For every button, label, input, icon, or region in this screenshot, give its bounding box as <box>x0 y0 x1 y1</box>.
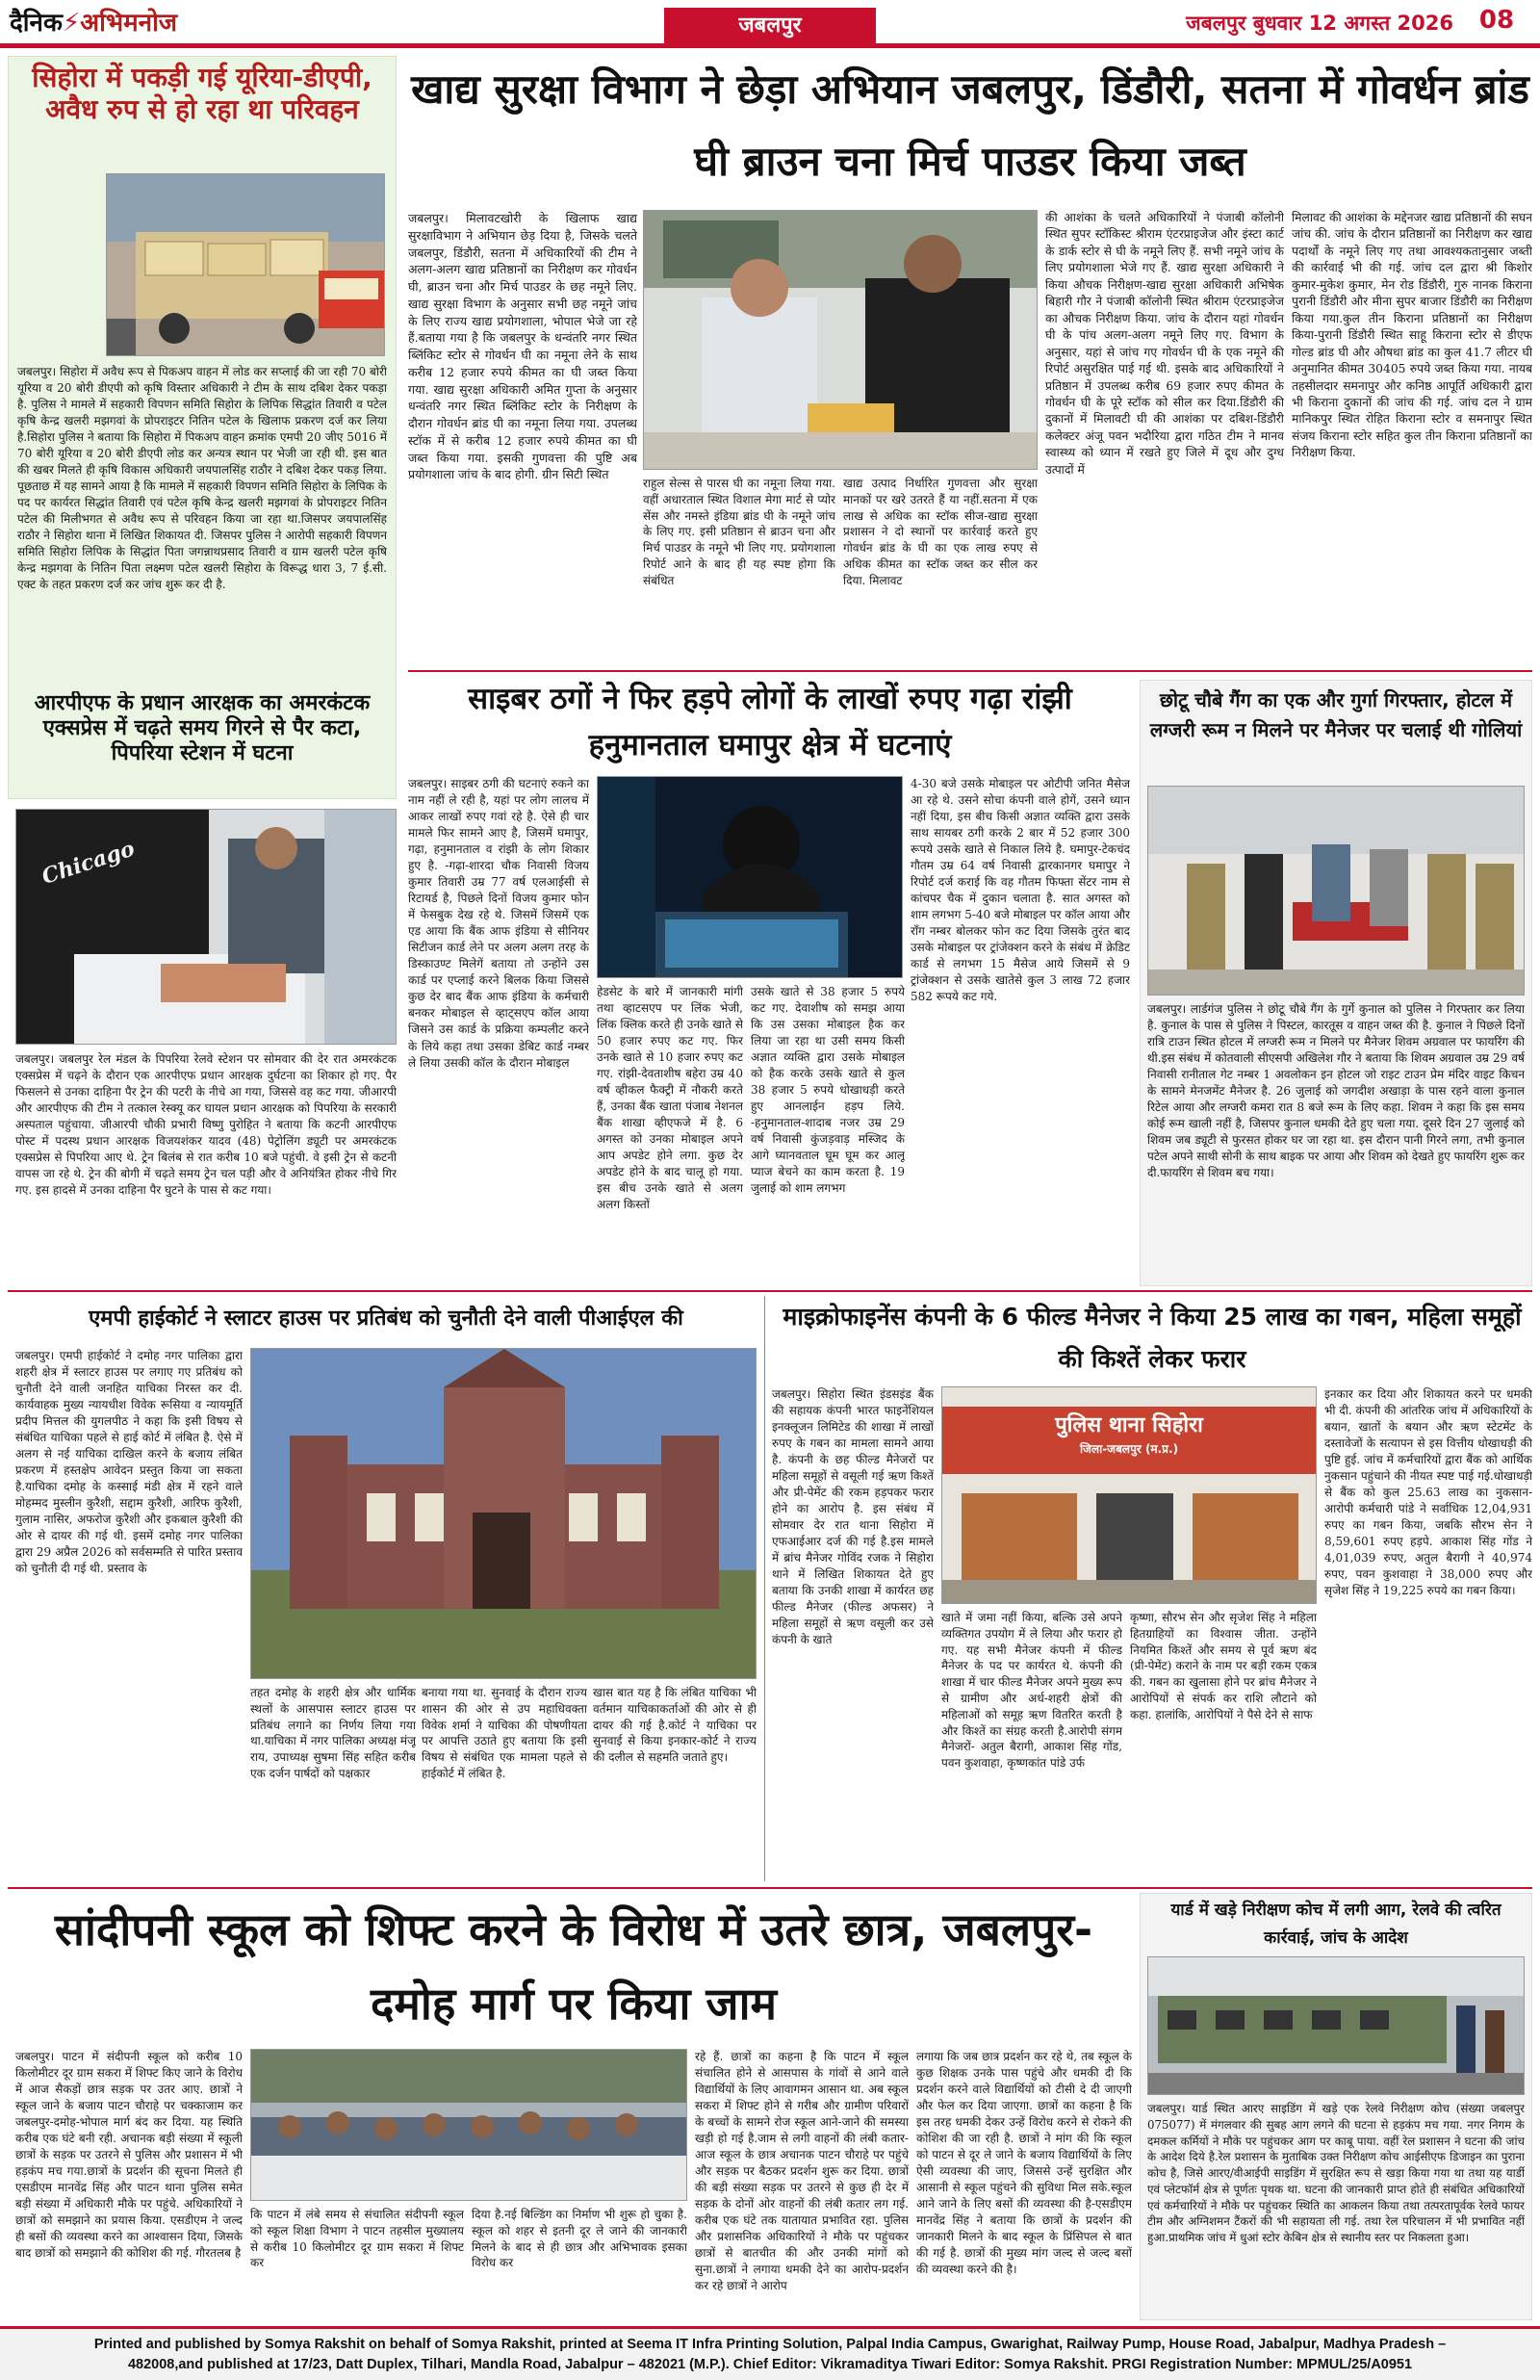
gang-headline: छोटू चौबे गैंग का एक और गुर्गा गिरफ्तार, होटल में लग्जरी रूम न मिलने पर मैनेजर पर चलाई थी गोलियां <box>1149 688 1523 741</box>
city-label: जबलपुर <box>664 8 876 44</box>
hacker-laptop-photo <box>598 777 903 978</box>
yard-photo <box>1147 1956 1525 2095</box>
yard-headline: यार्ड में खड़े निरीक्षण कोच में लगी आग, रेलवे की त्वरित कार्रवाई, जांच के आदेश <box>1170 1901 1502 1948</box>
highcourt-body: जबलपुर। एमपी हाईकोर्ट ने दमोह नगर पालिका द्वारा शहरी क्षेत्र में स्लाटर हाउस पर लगाए गए प्रतिबंध को चुनौती देने वाली जनहित याचिका निरस्त कर दी. कार्यवाहक मुख्य न्यायधीश विवेक रूसिया व न्यायमूर्ति प्रदीप मित्तल की युगलपीठ ने कहा कि इसी विषय से संबंधित याचिका पहले से हाई कोर्ट में लंबित है. ऐसे में अलग से नई याचिका दाखिल करने के बजाय लंबित प्रकरण में हस्तक्षेप आवेदन प्रस्तुत किया जा सकता है.याचिका दमोह के कस्साई मंडी क्षेत्र में रहने वाले मोहम्मद मुस्लीन कुरैशी, सद्दाम कुरैशी, आरिफ कुरैशी, गुलाम नासिर, अफरोज कुरैशी और इकबाल कुरैशी की ओर से दायर की गई थी. इसमें दमोह नगर पालिका द्वारा 29 अप्रैल 2026 को सर्वसम्मति से पारित प्रस्ताव को चुनौती दी गई थी. प्रस्ताव के <box>15 1349 243 1576</box>
highcourt-caption1: तहत दमोह के शहरी क्षेत्र और धार्मिक स्थलों के आसपास स्लाटर हाउस पर प्रतिबंध लगाने का निर्णय लिया गया था.याचिका में नगर पालिका अध्यक्ष मंजू राय, उपाध्यक्ष सुषमा सिंह सहित करीब एक दर्जन पार्षदों को पक्षकार <box>250 1686 416 1780</box>
sandipani-col1: जबलपुर। पाटन में संदीपनी स्कूल को करीब 10 किलोमीटर दूर ग्राम सकरा में शिफ्ट किए जाने के विरोध में आज सैकड़ों छात्र सड़क पर उतर आए. छात्रों ने स्कूल जाने के बजाय पाटन चौराहे पर चक्काजाम कर जबलपुर-दमोह-भोपाल मार्ग बंद कर दिया. यह स्थिति करीब एक घंटे बनी रही. अचानक बड़ी संख्या में स्कूली छात्रों के सड़क पर उतरने से पुलिस और प्रशासन में भी हड़कंप मच गया.छात्रों के प्रदर्शन की सूचना मिलते ही एसडीएम मानवेंद्र सिंह और पाटन थाना पुलिस समेत बड़ी संख्या में अधिकारी मौके पर पहुंचे. अधिकारियों ने छात्रों को समझाने का प्रयास किया. एसडीएम ने जल्द ही बसों की व्यवस्था करने का आश्वासन दिया, जिसके बाद छात्रों को समझाने की कोशिश की गई. गौरतलब है <box>15 2050 243 2261</box>
sandipani-col2: रहे हैं. छात्रों का कहना है कि पाटन में स्कूल संचालित होने से आसपास के गांवों से आने वाले विद्यार्थियों के लिए आवागमन आसान था. अब स्कूल सकरा में शिफ्ट होने से गरीब और ग्रामीण परिवारों के बच्चों के सामने रोज स्कूल आने-जाने की समस्या खड़ी हो गई है.जाम से लगी वाहनों की लंबी कतार-आज स्कूल के छात्र अचानक पाटन चौराहे पर पहुंचे और सड़क पर बैठकर प्रदर्शन शुरू कर दिया. छात्रों की बड़ी संख्या सड़क पर उतरने से कुछ ही देर में सड़क के दोनों ओर वाहनों की लंबी कतार लग गई. करीब एक घंटे तक यातायात प्रभावित रहा. पुलिस और प्रशासनिक अधिकारियों ने मौके पर पहुंचकर छात्रों से बातचीत की और उनकी मांगों को सुना.छात्रों ने लगाया धमकी देने का आरोप-प्रदर्शन कर रहे छात्रों ने आरोप <box>695 2050 909 2293</box>
station-sign-subtext: जिला-जबलपुर (म.प्र.) <box>1079 1442 1179 1456</box>
lead-headline: खाद्य सुरक्षा विभाग ने छेड़ा अभियान जबलपुर, डिंडौरी, सतना में गोवर्धन ब्रांड घी ब्राउन चना मिर्च पाउडर किया जब्त <box>411 65 1529 185</box>
gang-body: जबलपुर। लार्डगंज पुलिस ने छोटू चौबे गैंग के गुर्गे कुनाल को पुलिस ने गिरफ्तार कर लिया है. कुनाल के पास से पुलिस ने पिस्टल, कारतूस व वाहन जब्त की है. कुनाल ने पिछले दिनों रात्रि टाउन स्थित होटल में लग्जरी रूम न मिलने पर मैनेजर शिवम अग्रवाल पर फायरिंग की थी.इस संबंध में कोतवाली सीएसपी अखिलेश गौर ने बताया कि शिवम अग्रवाल उम्र 29 वर्ष निवासी रानीताल गेट नम्बर 1 अवलोकन इन होटल जो राइट टाउन प्रेम मंदिर वाइट किचन के सामने मेनजमेंट मैनेजर है. 26 जुलाई को जगदीश अखाड़ा के पास रहने वाला कुनाल रिटेल आया और लग्जरी कमरा रात 8 बजे रूम के लिए कहा. शिवम ने कहा कि इस समय कोई रूम खाली नहीं है, जिसपर कुनाल धमकी देते हुए चला गया. दूसरे दिन 27 जुलाई को शिवम जब ड्यूटी से फुरसत होकर घर जा रहा था. इस दौरान पानी गिरने लगा, तभी कुनाल पटेल अपने साथी सोनी के साथ बाइक पर आया और शिवम को देखते हुए फायरिंग शुरू कर दी.फायरिंग से शिवम बच गया। <box>1147 1002 1525 1180</box>
sandipani-caption2: दिया है.नई बिल्डिंग का निर्माण भी शुरू हो चुका है. स्कूल को शहर से इतनी दूर ले जाने की जानकारी मिलने के बाद से ही छात्र और अभिभावक इसका विरोध कर <box>472 2208 687 2270</box>
lead-col4: मिलावट की आशंका के मद्देनजर खाद्य प्रतिष्ठानों की सघन जांच की. जांच के दौरान प्रतिष्ठानों का निरीक्षण कर खाद्य पदार्थों के नमूने लिए गए तथा आवश्यकतानुसार जब्ती की कार्रवाई भी की गई. जांच दल द्वारा श्री किशोर कुमार-मुकेश कुमार, मेन रोड डिंडौरी, गुरु नानक किराना पुरानी डिंडौरी और मीना सुपर बाजार डिंडौरी का निरीक्षण किया गया.कुल तीन किराना प्रतिष्ठानों का निरीक्षण किया-पुरानी डिंडौरी स्थित साहू किराना स्टोर से डीएफ गोल्ड ब्रांड घी और औषधा ब्रांड का कुल 41.7 लीटर घी अनुमानित कीमत 30405 रुपये जब्त किया गया. नायब तहसीलदार समनापुर और कनिष्ठ आपूर्ति अधिकारी द्वारा भी किराना दुकानों की जांच की गई. जांच दल ने ग्राम मानिकपुर स्थित रोहित किराना स्टोर व समनापुर स्थित संजय किराना स्टोर सहित कुल तीन किराना प्रतिष्ठानों का निरीक्षण किया. <box>1292 211 1532 460</box>
sihora-body: जबलपुर। सिहोरा में अवैध रूप से पिकअप वाहन में लोड कर सप्लाई की जा रही 70 बोरी यूरिया व 20 बोरी डीएपी को कृषि विस्तार अधिकारी ने टीम के साथ दबिश देकर पकड़ा है. पुलिस ने मामले में सहकारी विपणन समिति सिहोरा के लिपिक सिद्धांत तिवारी व पटेल कृषि केन्द्र खलरी मझगवां के प्रोपराइटर नितिन पटेल के खिलाफ प्रकरण दर्ज कर लिया है.सिहोरा पुलिस ने बताया कि सिहोरा में पिकअप वाहन क्रमांक एमपी 20 जीए 5016 में 70 बोरी यूरिया व 20 बोरी डीएपी लोड कर अन्यत्र स्थान पर भेजी जा रही थी. इस बात की खबर मिलते ही कृषि विकास अधिकारी जयपालसिंह राठौर ने दबिश देकर पकड़ लिया. पूछताछ में यह सामने आया है कि मामले में सहकारी विपणन समिति सिहोरा के लिपिक के पद पर कार्यरत सिद्धांत तिवारी एवं पटेल कृषि केन्द्र खलरी मझगवां के प्रोपराइटर नितिन पटेल की मिलीभगत से अवैध रूप से परिवहन किया जा रहा था.जिसपर जयपालसिंह राठौर ने सिहोरा थाना में लिखित शिकायत दी. जिसपर पुलिस ने आरोपी सहकारी विपणन समिति सिहोरा लिपिक के सिद्धांत पिता जगन्नाथप्रसाद तिवारी व ग्राम खलरी पटेल कृषि केन्द्र मझगवा के नितिन पिता लक्ष्मण पटेल खलरी सिहोरा के विरूद्ध धारा 3, 7 ई.सी. एक्ट के तहत प्रकरण दर्ज कर जांच शुरू कर दी है. <box>17 365 387 592</box>
imprint-line-1: Printed and published by Somya Rakshit on behalf of Somya Rakshit, printed at Seema IT Infra Printing Solution, Palpal India Campus, Gwarighat, Railway Pump, House Road, Jabalpur, Madhya Pradesh – <box>93 2337 1447 2352</box>
lead-photo <box>643 210 1038 470</box>
sihora-headline: सिहोरा में पकड़ी गई यूरिया-डीएपी, अवैध रुप से हो रहा था परिवहन <box>32 62 372 126</box>
gang-photo <box>1147 786 1525 996</box>
logo-text-left: दैनिक <box>10 9 63 38</box>
lead-col1: जबलपुर। मिलावटखोरी के खिलाफ खाद्य सुरक्षाविभाग ने अभियान छेड़ दिया है, जिसके चलते जबलपुर, डिंडौरी, सतना में अधिकारियों की टीम ने अलग-अलग खाद्य प्रतिष्ठानों का निरीक्षण कर गोवर्धन घी, ब्राउन चना और मिर्च पाउडर के छह नमूने लिए. खाद्य सुरक्षा विभाग के अनुसार सभी छह नमूने जांच के लिए राज्य खाद्य प्रयोगशाला, भोपाल भेजे जा रहे हैं.बताया गया है कि जबलपुर के धन्वंतरि नगर स्थित ब्लिंकिट स्टोर से गोवर्धन घी का नमूना लेने के साथ करीब 12 हजार रुपये कीमत का घी जब्त किया गया. खाद्य सुरक्षा अधिकारी अमित गुप्ता के अनुसार धन्वंतरि नगर स्थित ब्लिंकिट स्टोर के निरीक्षण के दौरान गोवर्धन ब्रांड घी का नमूना लिया गया. उपलब्ध स्टॉक में से करीब 12 हजार रुपये कीमत का घी जब्त किया गया. इसकी गुणवत्ता की पुष्टि अब प्रयोगशाला जांच के बाद होगी. ग्रीन सिटी स्थित <box>408 211 637 482</box>
highcourt-photo <box>250 1348 757 1679</box>
microfinance-col4: इनकार कर दिया और शिकायत करने पर धमकी भी दी. कंपनी की आंतरिक जांच में अधिकारियों के बयान, खातों के बयान और ऋण स्टेटमेंट के दस्तावेजों के सत्यापन से इस वित्तीय धोखाधड़ी की पुष्टि हुई. जांच में कर्मचारियों द्वारा बैंक को आर्थिक नुकसान पहुंचाने की नीयत स्पष्ट पाई गई.धोखाधड़ी से बैंक को कुल 25.63 लाख का नुकसान-आरोपी कर्मचारी पांडे ने सर्वाधिक 12,04,931 रुपए का गबन किया, जबकि सौरभ सेन ने 8,59,601 रुपए हड़पे. आकाश सिंह गोंड ने 4,01,039 रुपए, अतुल बैरागी ने 40,974 रुपए, पवन कुशवाहा ने 38,000 रुपए और सृजेश सिंह ने 19,225 रुपये का गबन किया। <box>1324 1387 1532 1598</box>
railway-coach-photo <box>1148 1957 1525 2095</box>
microfinance-headline: माइक्रोफाइनेंस कंपनी के 6 फील्ड मैनेजर ने किया 25 लाख का गबन, महिला समूहों की किश्तें लेकर फरार <box>783 1303 1522 1373</box>
yard-body: जबलपुर। यार्ड स्थित आरए साइडिंग में खड़े एक रेलवे निरीक्षण कोच (संख्या जबलपुर 075077) में मंगलवार की सुबह आग लगने की घटना से हड़कंप मच गया. नगर निगम के दमकल कर्मियों ने मौके पर पहुंचकर आग पर काबू पाया. वहीं रेल प्रशासन ने घटना की जांच के आदेश दिये है.रेल प्रशासन के मुताबिक उक्त निरीक्षण कोच आईसीएफ डिजाइन का पुराना कोच है, जिसे आरए/वीआईपी साइडिंग में सुरक्षित रूप से खड़ा किया गया था तथा यह यार्डी एवं प्लेटफॉर्म क्षेत्र से पूर्णतः पृथक था. घटना की जानकारी प्राप्त होते ही संबंधित अधिकारियों एवं कर्मचारियों ने मौके पर पहुंचकर स्थिति का आकलन किया तथा तत्परतापूर्वक रेलवे फायर टीम और अग्निशमन टैंकरों की भी सहायता ली गई. तथा रेल परिचालन में भी प्रभावित नहीं हुआ.प्राथमिक जांच में धुआं स्टोर केबिन क्षेत्र से स्थानीय स्तर पर निकलता हुआ। <box>1147 2102 1525 2244</box>
sandipani-caption1: कि पाटन में लंबे समय से संचालित संदीपनी स्कूल को स्कूल शिक्षा विभाग ने पाटन तहसील मुख्यालय से करीब 10 किलोमीटर दूर ग्राम सकरा में शिफ्ट कर <box>250 2208 464 2270</box>
highcourt-headline: एमपी हाईकोर्ट ने स्लाटर हाउस पर प्रतिबंध को चुनौती देने वाली पीआईएल की <box>89 1306 683 1331</box>
microfinance-col2: खाते में जमा नहीं किया, बल्कि उसे अपने व्यक्तिगत उपयोग में ले लिया और फरार हो गए. यह सभी मैनेजर कंपनी में फील्ड मैनेजर के पद पर कार्यरत थे. कंपनी की शाखा में चार फील्ड मैनेजर अपने मुख्य रूप से ग्रामीण और अर्ध-शहरी क्षेत्रों की महिलाओं को समूह ऋण वितरित करती है और किश्तें का संग्रह करती है.आरोपी संगम मैनेजरों- अतुल बैरागी, आकाश सिंह गोंड, पवन कुशवाहा, कृष्णकांत पांडे उर्फ <box>941 1611 1122 1771</box>
logo-divider-icon: ⚡ <box>62 9 81 38</box>
imprint-line-2: 482008,and published at 17/23, Datt Duplex, Tilhari, Mandla Road, Jabalpur – 482021 (M.P.). Chief Editor: Vikramaditya Tiwari Editor: Somya Rakshit. PRGI Registration Number: MPMUL/25/A0951 <box>127 2357 1413 2373</box>
page-number: 08 <box>1478 6 1515 35</box>
cyber-col4: 4-30 बजे उसके मोबाइल पर ओटीपी जनित मैसेज आ रहे थे. उसने सोचा कंपनी वाले होगें, उसने ध्यान नहीं दिया, इस बीच किसी अज्ञात व्यक्ति द्वारा उसके साथ सायबर ठगी करके 2 बार में 52 हजार 300 रूपये उसके खाते से निकाल लिये है. घमापुर-टेकचंद गौतम उम्र 64 वर्ष निवासी द्वारकानगर घमापुर ने रिपोर्ट दर्ज कराई कि वह गौतम फिफ्ता सेंटर नाम से कांचपर चैक में दुकान चलाता है. सात अगस्त को शाम लगभग 5-40 बजे मोबाइल पर कॉल आया और राँग नम्बर बोलकर फोन कट दिया जिसके तुरंत बाद उसके मोबाइल पर ट्रांजेक्शन करने के संबंध में क्रेडिट कार्ड से लगभग 15 मैसेज आये जिसमें से 9 ट्रांजेक्शन से उसके खातेसे कुल 3 लाख 72 हजार 582 रूपये कट गये. <box>911 777 1130 1004</box>
highcourt-caption3: खास बात यह है कि लंबित याचिका भी वर्तमान याचिकाकर्ताओं की ओर से ही दायर की गई है.कोर्ट ने याचिका पर सुनवाई से किया इनकार-कोर्ट ने राज्य की दलील से सहमति जताते हुए। <box>593 1686 757 1765</box>
cyber-photo <box>597 776 903 978</box>
dateline: जबलपुर बुधवार 12 अगस्त 2026 <box>1186 12 1453 35</box>
rpf-body: जबलपुर। जबलपुर रेल मंडल के पिपरिया रेलवे स्टेशन पर सोमवार की देर रात अमरकंटक एक्सप्रेस में चढ़ने के दौरान एक आरपीएफ प्रधान आरक्षक दुर्घटना का शिकार हो गए. पैर फिसलने से उनका दाहिना पैर ट्रेन की पटरी के नीचे आ गया, जिससे वह कट गया. जीआरपी और आरपीएफ की टीम ने तत्काल रेस्क्यू कर घायल प्रधान आरक्षक को पिपरिया के सरकारी अस्पताल पहुंचाया. जीआरपी चौकी प्रभारी विष्णु पुरोहित ने बताया कि कटनी आरपीएफ पोस्ट में पदस्थ प्रधान आरक्षक विजयशंकर यादव (48) पेट्रोलिंग ड्यूटी पर अमरकंटक एक्सप्रेस से पिपरिया आए थे. ट्रेन बिलंब से रात करीब 10 बजे पहुंची. वे इसी ट्रेन से कटनी वापस जा रहे थे. ट्रेन की बोगी में चढ़ते समय ट्रेन चल पड़ी और वे अनियंत्रित होकर नीचे गिर गए. इस हादसे में उनका दाहिना पैर घुटने के पास से कट गया। <box>15 1052 397 1198</box>
lead-col3: की आशंका के चलते अधिकारियों ने पंजाबी कॉलोनी स्थित सुपर स्टॉकिस्ट श्रीराम एंटरप्राइजेज और इंस्टा कार्ट के डार्क स्टोर से घी के नमूने लिए हैं. सभी नमूने जांच के लिए प्रयोगशाला भेजे गए हैं. खाद्य सुरक्षा अधिकारी ने किया औचक निरीक्षण-खाद्य सुरक्षा अधिकारी अभिषेक बिहारी गौर ने पंजाबी कॉलोनी स्थित श्रीराम एंटरप्राइजेज का औचक निरीक्षण किया. जांच के दौरान यहां गोवर्धन घी के पांच अलग-अलग नमूने लिए गए. विभाग के अनुसार, यहां से जांच गए गोवर्धन घी के एक नमूने की रिपोर्ट असुरक्षित पाई गई थी. इसके बाद अधिकारियों ने प्रतिष्ठान में उपलब्ध करीब 69 हजार रुपए कीमत के गोवर्धन घी के पूरे स्टॉक को सील कर दिया.डिंडौरी की दुकानों में मिलावटी घी की आशंका पर दबिश-डिंडौरी कलेक्टर अंजू पवन भदौरिया द्वारा गठित टीम ने मानव स्वास्थ्य को ध्यान में रखते हुए जिले में दूध और दुग्ध उत्पादों में <box>1045 211 1284 477</box>
rpf-headline: आरपीएफ के प्रधान आरक्षक का अमरकंटक एक्सप्रेस में चढ़ते समय गिरने से पैर कटा, पिपरिया स्टेशन में घटना <box>34 691 371 765</box>
police-arrest-photo <box>1148 787 1525 996</box>
cyber-col2: हेडसेट के बारे में जानकारी मांगी तथा व्हाटसएप पर लिंक भेजी, लिंक क्लिक करते ही उनके खाते से 50 हजार रुपए कट गए. फिर उनके खाते से 10 हजार रुपए कट गए. रांझी-देवताशीष बहेरा उम्र 40 वर्ष व्हीकल फैक्ट्री में नौकरी करते हैं, उनका बैंक खाता पंजाब नेशनल बैंक शाखा व्हीएफजे में है. 6 अगस्त को उनका मोबाइल अपने आप अपडेट होने लगा. कुछ देर अपडेट होने के बाद चालू हो गया. इस बीच उनके खाते से अलग अलग किस्तों <box>597 985 743 1212</box>
sandipani-headline: सांदीपनी स्कूल को शिफ्ट करने के विरोध में उतरे छात्र, जबलपुर-दमोह मार्ग पर किया जाम <box>54 1903 1093 2031</box>
microfinance-col3: कृष्णा, सौरभ सेन और सृजेश सिंह ने महिला हितग्राहियों का विश्वास जीता. उन्होंने नियमित किश्तें और समय से पूर्व ऋण बंद (प्री-पेमेंट) कराने के नाम पर बड़ी रकम एकत्र की. गबन का खुलासा होने पर ब्रांच मैनेजर ने आरोपियों से संपर्क कर राशि लौटाने को कहा. हालांकि, आरोपियों ने पैसे देने से साफ <box>1130 1611 1317 1721</box>
cyber-headline: साइबर ठगों ने फिर हड़पे लोगों के लाखों रुपए गढ़ा रांझी हनुमानताल घमापुर क्षेत्र में घटनाएं <box>468 682 1072 763</box>
divider-mid <box>8 1290 1532 1292</box>
divider-lead <box>408 670 1532 672</box>
sandipani-col3: लगाया कि जब छात्र प्रदर्शन कर रहे थे, तब स्कूल के कुछ शिक्षक उनके पास पहुंचे और धमकी दी कि प्रदर्शन करने वाले विद्यार्थियों को टीसी दे दी जाएगी और फेल कर दिया जाएगा. छात्रों का कहना है कि इस तरह धमकी देकर उन्हें विरोध करने से रोकने की कोशिश की जा रही है. छात्रों ने मांग की कि स्कूल को पाटन से दूर ले जाने के बजाय विद्यार्थियों के लिए ऐसी व्यवस्था की जाए, जिससे उन्हें सुरक्षित और आसानी से स्कूल पहुंचने की सुविधा मिल सके.स्कूल आने जाने के लिए बसों की व्यवस्था की है-एसडीएम मानवेंद्र सिंह ने बताया कि छात्रों के प्रदर्शन की जानकारी मिलने के बाद स्कूल के प्रिंसिपल से बात की गई है. छात्रों की मुख्य मांग जल्द से जल्द बसों की व्यवस्था करने की है। <box>916 2050 1132 2277</box>
microfinance-body: जबलपुर। सिहोरा स्थित इंडसइंड बैंक की सहायक कंपनी भारत फाइनेंशियल इनक्लूजन लिमिटेड की शाखा में लाखों रुपए के गबन का मामला सामने आया है. कंपनी के छह फील्ड मैनेजरों पर महिला समूहों से वसूली गई ऋण किश्तें और प्री-पेमेंट की रकम हड़पकर फरार होने का आरोप है. इस संबंध में सोमवार देर रात थाना सिहोरा में एफआईआर दर्ज की गई है.इस मामले में ब्रांच मैनेजर गोविंद रजक ने सिहोरा थाने में लिखित शिकायत देते हुए बताया कि उनकी शाखा में कार्यरत छह फील्ड मैनेजर (फील्ड अफसर) ने महिला समूहों से ऋण वसूली कर उसे कंपनी के खाते <box>772 1387 934 1647</box>
lead-photo-caption-right: खाद्य उत्पाद निर्धारित गुणवत्ता और सुरक्षा मानकों पर खरे उतरते हैं या नहीं.सतना में एक लाख से अधिक का स्टॉक सीज-खाद्य सुरक्षा प्रशासन ने दो स्थानों पर कार्रवाई करते हुए गोवर्धन ब्रांड के घी का एक लाख रुपए से अधिक कीमत का स्टॉक जब्त कर सील कर दिया. मिलावट <box>843 477 1038 587</box>
inspection-photo <box>644 211 1038 470</box>
rpf-photo <box>15 809 397 1045</box>
cyber-col1: जबलपुर। साइबर ठगी की घटनाएं रुकने का नाम नहीं ले रही है, यहां पर लोग लालच में आकर लाखों रुपए गवां रहे है. ऐसे ही चार मामले फिर सामने आए है, जिसमें घमापुर, गढ़ा, हनुमानताल व रांझी के लोग शिकार हुए है. -गढ़ा-शारदा चौक निवासी विजय कुमार तिवारी उम्र 77 वर्ष एलआईसी से रिटायर्ड है, पिछले दिनों विजय कुमार फोन में फेसबुक देख रहे थे. जिसमें जिसमें एक एड आया कि बैंक आफ इंडिया से सीनियर सिटीजन कार्ड लेने पर अलग अलग तरह के डिस्काउण्ट मिलेगें बताया तो उन्होंने उस कार्ड पर एप्लाई करने बिलक किया जिससे कुछ देर बाद बैंक आफ इंडिया के कर्मचारी बनकर मोबाइल से व्हाट्सएप कॉल आया जिसने उस कार्ड के प्रक्रिया कम्पलीट करने के लिये कहा तथा उसका डेबिट कार्ड नम्बर ले लिया उसकी कॉल के दौरान मोबाइल <box>408 777 589 1070</box>
newspaper-logo <box>10 4 318 42</box>
high-court-building-photo <box>251 1349 757 1679</box>
imprint-footer <box>0 2326 1540 2380</box>
lead-photo-caption-left: राहुल सेल्स से पारस घी का नमूना लिया गया. वहीं अधारताल स्थित विशाल मेगा मार्ट से प्योर सेंस और नमस्ते इंडिया ब्रांड घी के नमूने जांच के लिए गए. इसी प्रतिष्ठान से ब्राउन चना और मिर्च पाउडर के नमूने भी लिए गए. प्रयोगशाला रिपोर्ट आने के बाद ही यह स्पष्ट होगा कि संबंधित <box>643 477 835 587</box>
rpf-photo-text: Chicago <box>38 836 139 891</box>
divider-vertical <box>764 1296 765 1881</box>
station-sign-text: पुलिस थाना सिहोरा <box>1055 1413 1203 1437</box>
student-protest-photo <box>251 2050 687 2201</box>
cyber-col3: उसके खाते से 38 हजार 5 रुपये कट गए. देवाशीष को समझ आया कि उस उसका मोबाइल हैक कर लिया जा रहा था उसी समय किसी अज्ञात व्यक्ति द्वारा उसके मोबाइल को हैक करके उसके खाते से कुल 38 हजार 5 रुपये धोखाधड़ी करते हुए आनलाईन हड़प लिये. -हनुमानताल-शादाब नजर उम्र 29 वर्ष निवासी कुंजड़वाड़ मस्जिद के आगे घ्यानवताल घूम घूम कर आलू प्याज बेचने का काम करता है. 19 जुलाई को शाम लगभग <box>751 985 905 1196</box>
truck-sacks-photo <box>107 174 385 356</box>
highcourt-caption2: बनाया गया था. सुनवाई के दौरान राज्य शासन की ओर से उप महाधिवक्ता विवेक शर्मा ने याचिका की पोषणीयता पर आपत्ति उठाते हुए बताया कि इसी विषय से संबंधित एक मामला पहले से हाईकोर्ट में लंबित है. <box>422 1686 587 1780</box>
hospital-patient-photo <box>16 810 397 1045</box>
logo-text-right: अभिमनोज <box>80 9 178 38</box>
divider-bottom <box>8 1887 1532 1889</box>
sandipani-photo <box>250 2049 687 2201</box>
sihora-photo <box>106 173 385 356</box>
